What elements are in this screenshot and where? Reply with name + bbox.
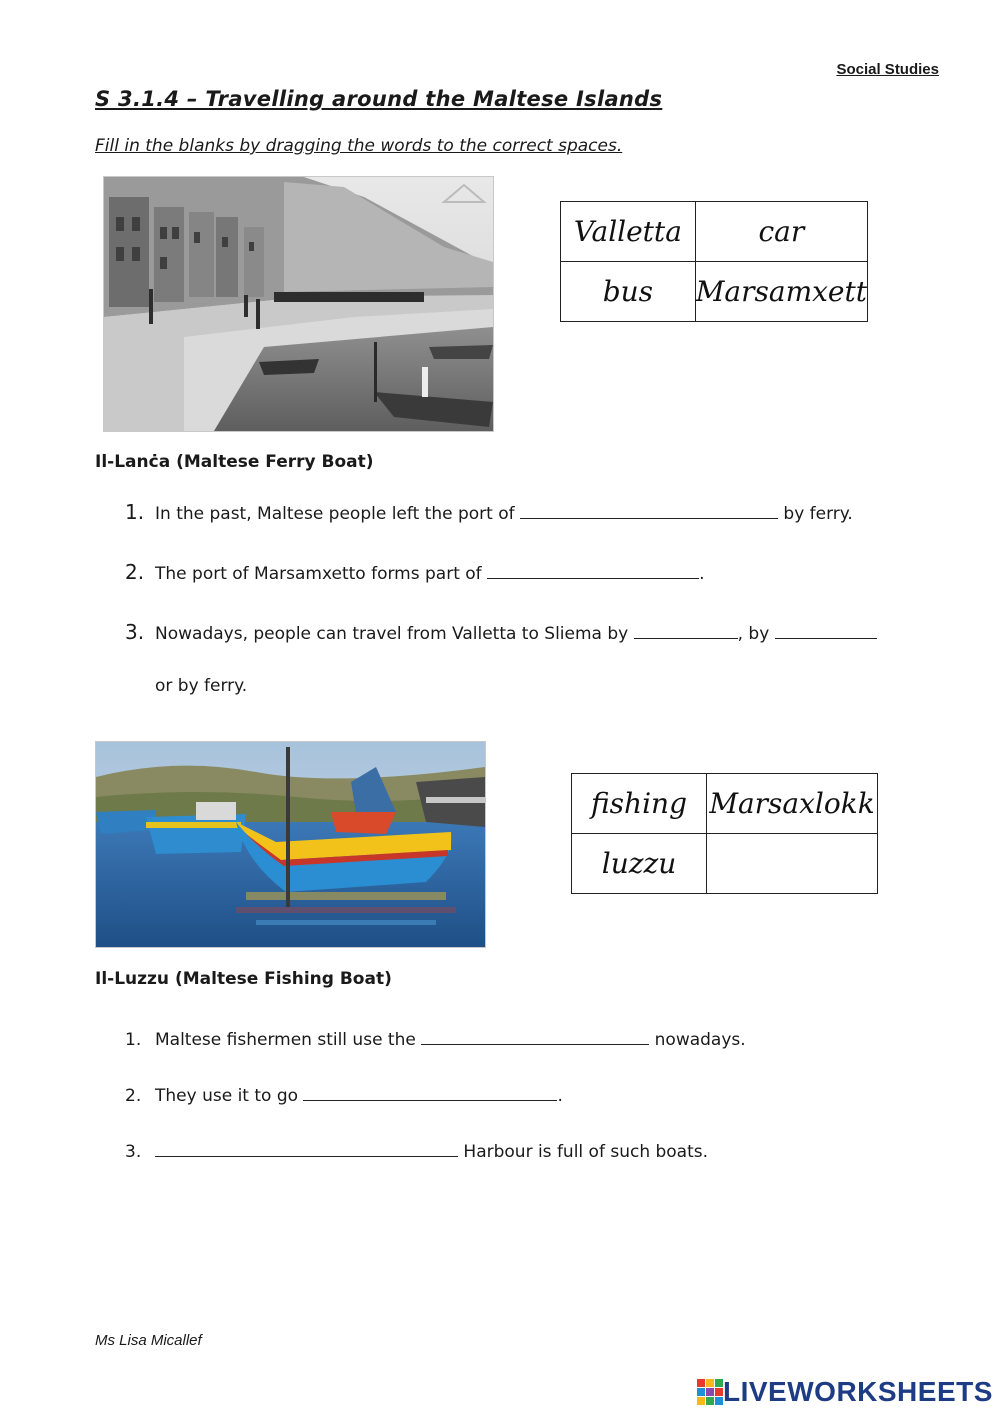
ferry-boat-photo [103, 176, 494, 432]
answer-blank-input[interactable] [634, 620, 738, 639]
page-title: S 3.1.4 – Travelling around the Maltese Islands [95, 87, 663, 111]
answer-blank-input[interactable] [520, 500, 778, 519]
luzzu-boat-photo [95, 741, 486, 948]
question-text: Maltese fishermen still use the [155, 1030, 416, 1050]
question-number: 3. [125, 1142, 142, 1162]
answer-blank-input[interactable] [421, 1026, 649, 1045]
word-card-fishing[interactable]: fishing [572, 774, 707, 834]
question-number: 1. [125, 500, 145, 524]
question-1-luzzu [125, 1026, 746, 1050]
liveworksheets-logo-icon [697, 1379, 723, 1405]
author-name: Ms Lisa Micallef [95, 1332, 202, 1349]
question-text-after: Harbour is full of such boats. [463, 1142, 709, 1162]
question-text-after: . [557, 1086, 563, 1106]
section-heading-luzzu: Il-Luzzu (Maltese Fishing Boat) [95, 969, 392, 989]
question-1-lanca [125, 500, 853, 524]
question-number: 1. [125, 1030, 142, 1050]
question-text-after: . [699, 564, 705, 584]
word-card-car[interactable]: car [695, 202, 867, 262]
question-3-luzzu [125, 1138, 708, 1162]
word-card-empty [707, 834, 878, 894]
question-number: 3. [125, 620, 145, 644]
question-3-lanca [125, 620, 877, 644]
word-card-luzzu[interactable]: luzzu [572, 834, 707, 894]
question-text-after: by ferry. [783, 504, 853, 524]
word-card-marsamxett[interactable]: Marsamxett [695, 262, 867, 322]
question-text: Nowadays, people can travel from Valletta to Sliema by [155, 624, 629, 644]
answer-blank-input[interactable] [303, 1082, 557, 1101]
question-text-after: nowadays. [654, 1030, 746, 1050]
question-number: 2. [125, 1086, 142, 1106]
word-card-bus[interactable]: bus [561, 262, 696, 322]
question-2-lanca [125, 560, 704, 584]
answer-blank-input[interactable] [775, 620, 877, 639]
question-2-luzzu [125, 1082, 563, 1106]
logo-text: LIVEWORKSHEETS [723, 1376, 993, 1407]
question-text: The port of Marsamxetto forms part of [155, 564, 482, 584]
subject-label: Social Studies [836, 61, 939, 78]
section-heading-lanca: Il-Lanċa (Maltese Ferry Boat) [95, 452, 374, 472]
word-bank-table-1 [560, 201, 868, 322]
answer-blank-input[interactable] [487, 560, 699, 579]
word-bank-table-2 [571, 773, 878, 894]
word-card-valletta[interactable]: Valletta [561, 202, 696, 262]
question-text-middle: , by [737, 624, 770, 644]
instruction-text: Fill in the blanks by dragging the words to the correct spaces. [95, 136, 623, 156]
question-text: In the past, Maltese people left the port of [155, 504, 515, 524]
question-3-continuation: or by ferry. [155, 676, 248, 696]
answer-blank-input[interactable] [155, 1138, 458, 1157]
question-number: 2. [125, 560, 145, 584]
question-text: They use it to go [155, 1086, 299, 1106]
liveworksheets-logo[interactable] [697, 1376, 993, 1408]
word-card-marsaxlokk[interactable]: Marsaxlokk [707, 774, 878, 834]
